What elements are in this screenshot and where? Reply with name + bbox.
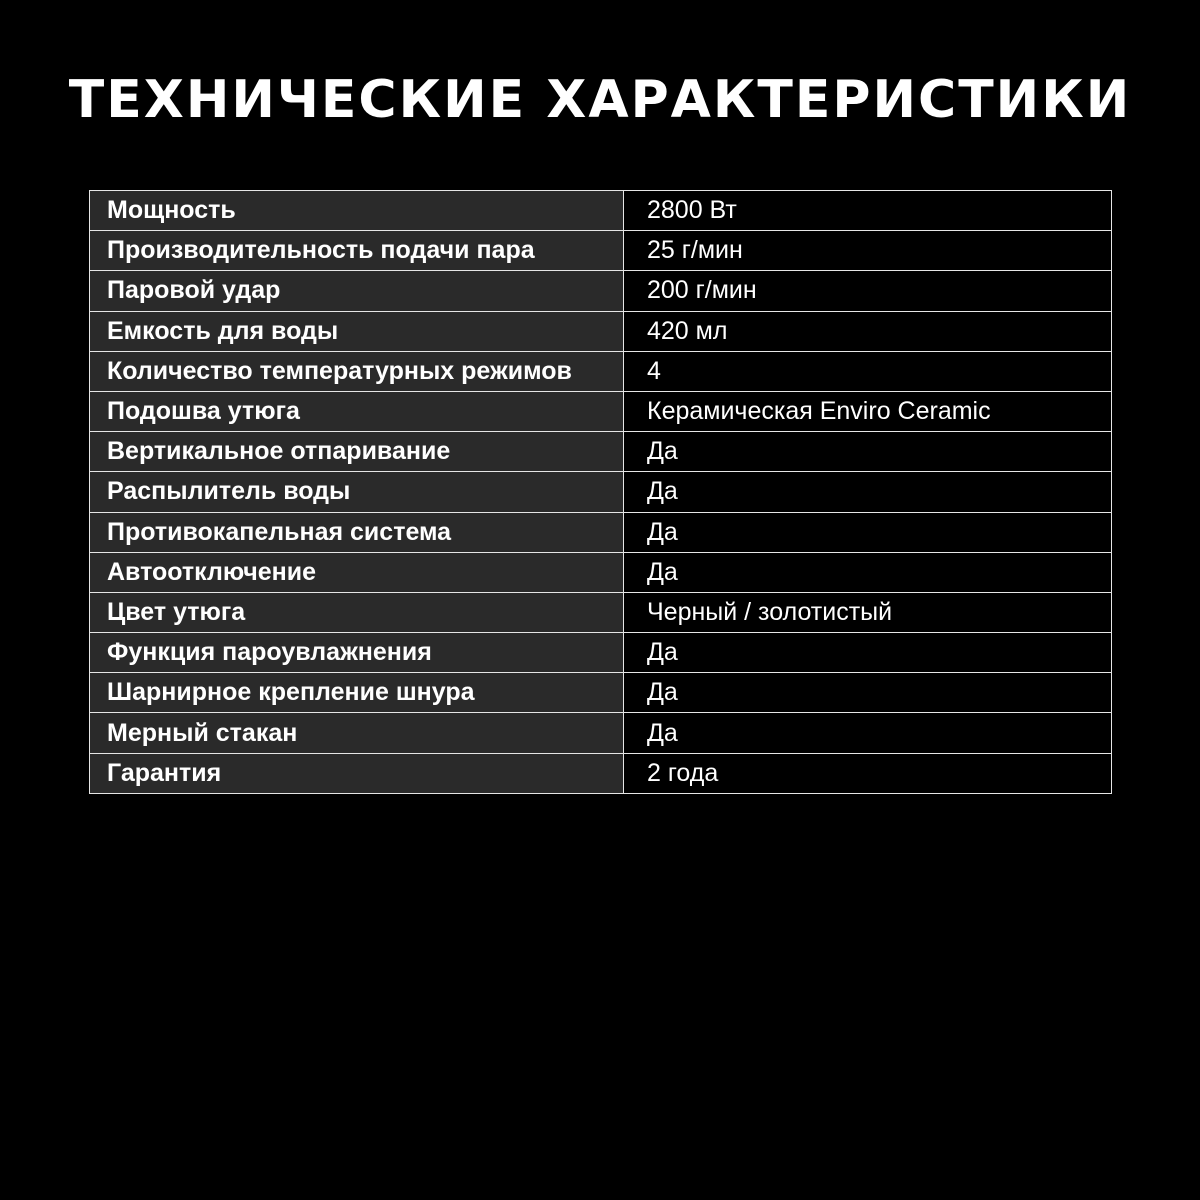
spec-label: Цвет утюга (90, 592, 624, 632)
table-row (90, 391, 1112, 431)
spec-label: Вертикальное отпаривание (90, 432, 624, 472)
spec-value: Да (624, 512, 1112, 552)
table-row (90, 271, 1112, 311)
table-row (90, 713, 1112, 753)
spec-label: Автоотключение (90, 552, 624, 592)
table-row (90, 351, 1112, 391)
spec-value: 2800 Вт (624, 191, 1112, 231)
table-row (90, 512, 1112, 552)
spec-value: Да (624, 552, 1112, 592)
spec-value: Керамическая Enviro Ceramic (624, 391, 1112, 431)
spec-label: Количество температурных режимов (90, 351, 624, 391)
spec-value: 2 года (624, 753, 1112, 793)
table-row (90, 311, 1112, 351)
spec-label: Противокапельная система (90, 512, 624, 552)
spec-value: 200 г/мин (624, 271, 1112, 311)
spec-label: Мощность (90, 191, 624, 231)
table-row (90, 673, 1112, 713)
spec-value: Да (624, 673, 1112, 713)
table-row (90, 432, 1112, 472)
spec-value: Да (624, 472, 1112, 512)
spec-label: Подошва утюга (90, 391, 624, 431)
spec-value: Да (624, 432, 1112, 472)
spec-value: 25 г/мин (624, 231, 1112, 271)
spec-value: Черный / золотистый (624, 592, 1112, 632)
spec-value: 420 мл (624, 311, 1112, 351)
spec-label: Емкость для воды (90, 311, 624, 351)
spec-value: 4 (624, 351, 1112, 391)
table-row (90, 191, 1112, 231)
spec-label: Функция пароувлажнения (90, 633, 624, 673)
spec-label: Паровой удар (90, 271, 624, 311)
spec-table-body (90, 191, 1112, 794)
table-row (90, 472, 1112, 512)
table-row (90, 633, 1112, 673)
spec-value: Да (624, 633, 1112, 673)
table-row (90, 592, 1112, 632)
spec-label: Шарнирное крепление шнура (90, 673, 624, 713)
spec-label: Гарантия (90, 753, 624, 793)
table-row (90, 231, 1112, 271)
spec-label: Распылитель воды (90, 472, 624, 512)
spec-label: Мерный стакан (90, 713, 624, 753)
spec-label: Производительность подачи пара (90, 231, 624, 271)
spec-table (89, 190, 1112, 794)
table-row (90, 552, 1112, 592)
table-row (90, 753, 1112, 793)
spec-value: Да (624, 713, 1112, 753)
page-title: ТЕХНИЧЕСКИЕ ХАРАКТЕРИСТИКИ (68, 70, 1132, 130)
